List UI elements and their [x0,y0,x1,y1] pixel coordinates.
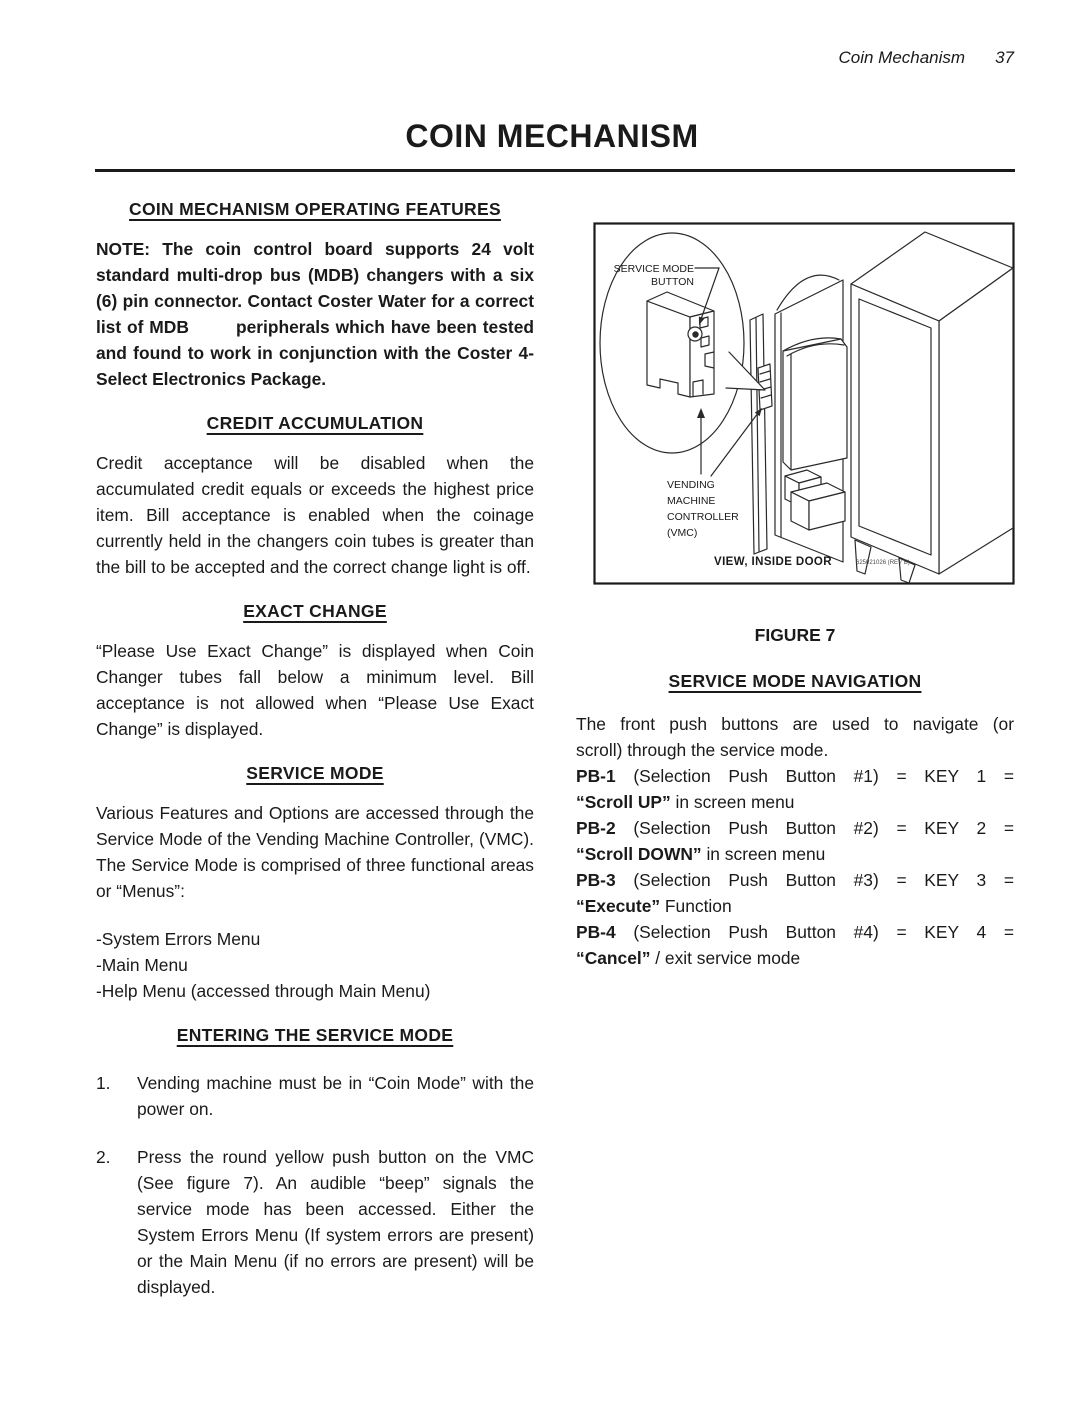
right-column [576,196,1014,971]
exact-change-paragraph: “Please Use Exact Change” is displayed when Coin Changer tubes fall below a minimum level. Bill acceptance is not allowed when “Please Use Exact Change” is displayed. [96,641,534,739]
service-mode-paragraph: Various Features and Options are accessed through the Service Mode of the Vending Machine Controller, (VMC). The Service Mode is comprised of three functional areas or “Menus”: [96,803,534,901]
menu-item-system-errors: -System Errors Menu [96,929,261,949]
heading-exact-change: EXACT CHANGE [243,601,387,621]
header-page-number: 37 [995,48,1014,67]
note-paragraph: NOTE: The coin control board supports 24 volt standard multi-drop bus (MDB) changers with a six (6) pin connector. Contact Coster Water for a correct list of MDB peripherals which have been tested and found to work in conjunction with the Coster 4-Select Electronics Package. [96,239,534,389]
step-text: Press the round yellow push button on the VMC (See figure 7). An audible “beep” signals the service mode has been accessed. Either the System Errors Menu (If system errors are present) or the Main Menu (if no errors are present) will be displayed. [137,1147,534,1297]
header-section-title: Coin Mechanism [838,48,966,67]
step-text: Vending machine must be in “Coin Mode” with the power on. [137,1073,534,1119]
label-machine: MACHINE [667,495,716,507]
credit-accumulation-paragraph: Credit acceptance will be disabled when the accumulated credit equals or exceeds the highest price item. Bill acceptance is enabled when the coinage currently held in the changers coin tubes is greater than the bill to be accepted and the correct change light is off. [96,453,534,577]
figure-caption: FIGURE 7 [754,625,836,645]
service-mode-navigation-text [576,711,1014,971]
label-button: BUTTON [651,276,694,288]
nav-line-execute: “Execute” Function [576,896,732,916]
label-vending: VENDING [667,479,715,491]
label-view-inside-door: VIEW, INSIDE DOOR [714,556,832,568]
nav-line-pb3: PB-3 (Selection Push Button #3) = KEY 3 = [576,870,1014,890]
nav-line-scroll-up: “Scroll UP” in screen menu [576,792,795,812]
nav-line: The front push buttons are used to navigate (or [576,714,1014,734]
heading-service-mode: SERVICE MODE [246,763,384,783]
heading-operating-features: COIN MECHANISM OPERATING FEATURES [129,199,501,219]
vmc-detail-box [647,292,714,397]
step-number: 1. [96,1073,111,1093]
step-number: 2. [96,1147,111,1167]
page-header [838,48,1014,68]
service-mode-menu-list [96,926,534,1004]
page-title: COIN MECHANISM [405,118,699,154]
nav-line: scroll) through the service mode. [576,740,829,760]
nav-line-pb2: PB-2 (Selection Push Button #2) = KEY 2 = [576,818,1014,838]
menu-item-main-menu: -Main Menu [96,955,188,975]
entering-step-2 [96,1144,534,1300]
label-service-mode: SERVICE MODE [613,263,694,275]
heading-credit-accumulation: CREDIT ACCUMULATION [206,413,424,433]
entering-step-1 [96,1070,534,1122]
small-box-lower [791,483,845,530]
vending-cabinet [851,232,1013,583]
title-divider [95,169,1015,172]
figure-7-drawing [593,222,1015,585]
nav-line-pb4: PB-4 (Selection Push Button #4) = KEY 4 = [576,922,1014,942]
menu-item-help-menu: -Help Menu (accessed through Main Menu) [96,981,431,1001]
left-column [96,196,534,1300]
label-controller: CONTROLLER [667,511,739,523]
label-vmc: (VMC) [667,527,698,539]
heading-entering-service-mode: ENTERING THE SERVICE MODE [176,1025,454,1045]
nav-line-cancel: “Cancel” / exit service mode [576,948,801,968]
nav-line-pb1: PB-1 (Selection Push Button #1) = KEY 1 = [576,766,1014,786]
heading-service-mode-navigation: SERVICE MODE NAVIGATION [668,671,922,691]
figure-part-number: 625021026 (REV B) [856,560,910,566]
nav-line-scroll-down: “Scroll DOWN” in screen menu [576,844,826,864]
coin-changer-box [783,338,847,470]
